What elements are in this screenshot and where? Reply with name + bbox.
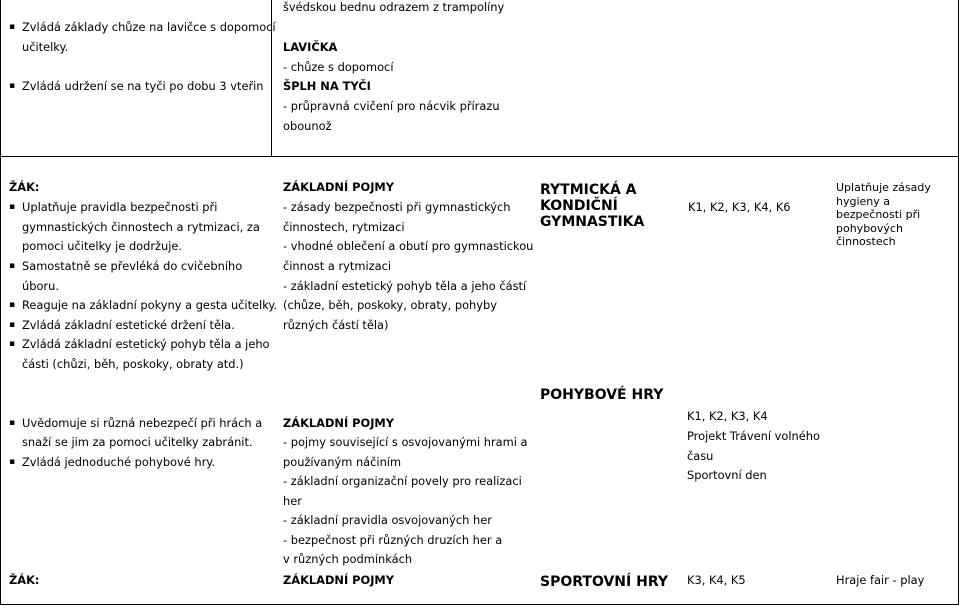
- outcome-text: ▪ Zvládá základní estetický pohyb těla a jeho: [22, 335, 270, 355]
- row-divider: [0, 156, 959, 157]
- outcome-text: ▪ Zvládá udržení se na tyči po dobu 3 vteřin: [22, 77, 264, 97]
- content-heading: ZÁKLADNÍ POJMY: [283, 180, 395, 194]
- outcome-text: pomoci učitelky je dodržuje.: [22, 239, 183, 253]
- content-heading: ZÁKLADNÍ POJMY: [283, 416, 395, 430]
- content-text: (chůze, běh, poskoky, obraty, pohyby: [283, 298, 497, 312]
- outcome-text: ▪ Zvládá jednoduché pohybové hry.: [22, 453, 215, 473]
- topic-title: KONDIČNÍ: [540, 198, 618, 214]
- outcome-text: učitelky.: [22, 40, 69, 54]
- outcome-text: ▪ Samostatně se převléká do cvičebního: [22, 257, 242, 277]
- content-text: - základní pravidla osvojovaných her: [283, 513, 492, 527]
- competencies-text: K3, K4, K5: [687, 573, 746, 587]
- content-text: činnost a rytmizaci: [283, 259, 391, 273]
- crosscurricular-text: pohybových: [836, 222, 903, 235]
- outcome-text: ▪ Reaguje na základní pokyny a gesta učitelky.: [22, 296, 277, 316]
- content-text: - zásady bezpečnosti při gymnastických: [283, 200, 511, 214]
- content-heading: LAVIČKA: [283, 40, 338, 54]
- content-text: - základní estetický pohyb těla a jeho částí: [283, 279, 527, 293]
- competencies-text: K1, K2, K3, K4, K6: [688, 200, 791, 214]
- pupil-label: ŽÁK:: [9, 573, 40, 587]
- pupil-label: ŽÁK:: [9, 180, 40, 194]
- crosscurricular-text: Uplatňuje zásady: [836, 181, 931, 194]
- topic-title: POHYBOVÉ HRY: [540, 387, 664, 403]
- content-text: v různých podmínkách: [283, 552, 413, 566]
- outcome-text: úboru.: [22, 279, 59, 293]
- content-text: her: [283, 494, 302, 508]
- crosscurricular-text: času: [687, 449, 714, 463]
- outcome-text: ▪ Zvládá základy chůze na lavičce s dopomocí: [22, 18, 276, 38]
- topic-title: SPORTOVNÍ HRY: [540, 574, 668, 590]
- content-text: - průpravná cvičení pro nácvik přírazu: [283, 99, 500, 113]
- content-text: používaným náčiním: [283, 455, 402, 469]
- crosscurricular-text: Sportovní den: [687, 468, 767, 482]
- crosscurricular-text: Projekt Trávení volného: [687, 429, 820, 443]
- topic-title: GYMNASTIKA: [540, 214, 645, 230]
- crosscurricular-text: bezpečnosti při: [836, 208, 921, 221]
- competencies-text: K1, K2, K3, K4: [687, 409, 768, 423]
- outcome-text: gymnastických činnostech a rytmizaci, za: [22, 220, 260, 234]
- content-text: - pojmy související s osvojovanými hrami a: [283, 435, 528, 449]
- content-text: činnostech, rytmizaci: [283, 220, 405, 234]
- crosscurricular-text: činnostech: [836, 235, 896, 248]
- outcome-text: části (chůzi, běh, poskoky, obraty atd.): [22, 357, 244, 371]
- outcome-text: ▪ Uplatňuje pravidla bezpečnosti při: [22, 198, 217, 218]
- content-text: - vhodné oblečení a obutí pro gymnastickou: [283, 239, 534, 253]
- column-divider: [0, 0, 1, 605]
- topic-title: RYTMICKÁ A: [540, 182, 637, 198]
- row-divider: [0, 604, 959, 605]
- outcome-text: ▪ Zvládá základní estetické držení těla.: [22, 316, 235, 336]
- crosscurricular-text: hygieny a: [836, 195, 891, 208]
- content-text: - základní organizační povely pro realizaci: [283, 474, 522, 488]
- content-text: obounož: [283, 119, 332, 133]
- outcome-text: ▪ Uvědomuje si různá nebezpečí při hrách a: [22, 414, 262, 434]
- content-text: švédskou bednu odrazem z trampolíny: [283, 0, 505, 14]
- content-heading: ŠPLH NA TYČI: [283, 79, 371, 93]
- content-text: různých částí těla): [283, 318, 389, 332]
- crosscurricular-text: Hraje fair - play: [836, 573, 925, 587]
- content-text: - bezpečnost při různých druzích her a: [283, 533, 503, 547]
- outcome-text: snaží se jim za pomoci učitelky zabránit.: [22, 435, 253, 449]
- content-heading: ZÁKLADNÍ POJMY: [283, 573, 395, 587]
- content-text: - chůze s dopomocí: [283, 60, 394, 74]
